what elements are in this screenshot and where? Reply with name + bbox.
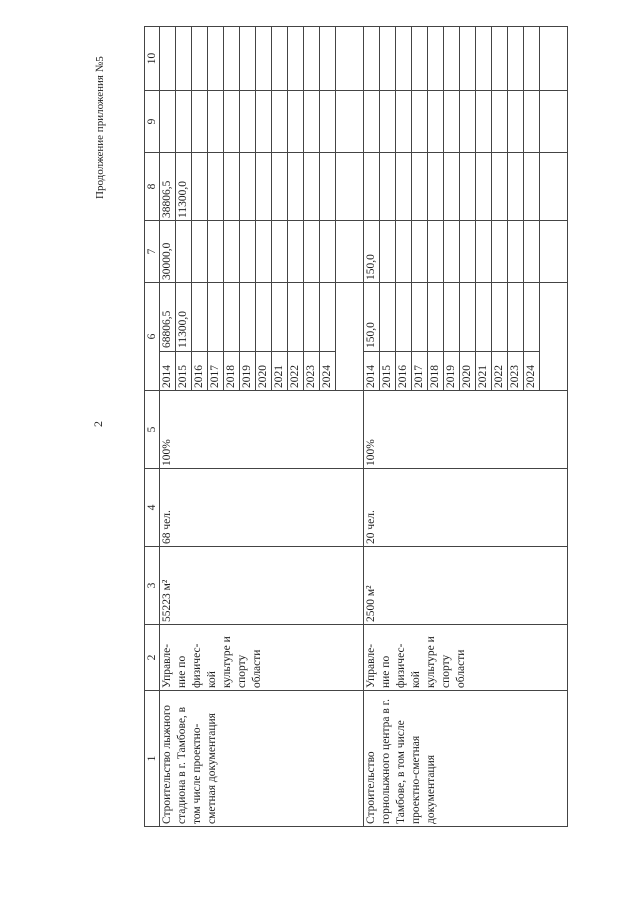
col10-empty-line (240, 27, 256, 90)
col9-empty-line (240, 91, 256, 152)
year-label: 2020 (256, 351, 271, 390)
col8-value (476, 153, 492, 220)
col7-value (524, 221, 540, 282)
year-value-col6 (508, 348, 523, 351)
col10-empty-line (460, 27, 476, 90)
year-label: 2022 (492, 351, 507, 390)
year-label: 2021 (272, 351, 287, 390)
year-row (304, 283, 320, 390)
year-value-col6 (492, 348, 507, 351)
rotated-table-wrapper (144, 27, 568, 827)
people-cell (160, 469, 364, 547)
year-label: 2016 (192, 351, 207, 390)
col8-value (380, 153, 396, 220)
object-name-cell-text: Строительство лыжного стадиона в г. Тамбове, в том числе проектно-сметная документация (161, 704, 218, 824)
col9-empty-line (508, 91, 524, 152)
table-row (160, 27, 364, 827)
percent-cell (160, 391, 364, 469)
col9-empty-line (288, 91, 304, 152)
year-label: 2015 (176, 351, 191, 390)
col10-empty-line (288, 27, 304, 90)
percent-cell-text: 100% (161, 439, 173, 466)
col10-empty-line (224, 27, 240, 90)
col8-value (320, 153, 336, 220)
col7-value (240, 221, 256, 282)
col10-empty-line (304, 27, 320, 90)
object-name-cell (364, 691, 568, 827)
year-label: 2024 (320, 351, 335, 390)
year-row (288, 283, 304, 390)
header-col-7: 7 (145, 221, 160, 283)
year-row (412, 283, 428, 390)
col10-empty-line (444, 27, 460, 90)
col10-empty-line (256, 27, 272, 90)
year-value-col6 (320, 348, 335, 351)
year-label: 2018 (428, 351, 443, 390)
year-row (176, 283, 192, 390)
header-col-9: 9 (145, 91, 160, 153)
col9-empty-line (412, 91, 428, 152)
year-label: 2014 (160, 351, 175, 390)
col8-value (272, 153, 288, 220)
organization-cell (160, 625, 364, 691)
col8-value (396, 153, 412, 220)
year-label: 2014 (364, 351, 379, 390)
col9-cell (364, 91, 568, 153)
col7-value (256, 221, 272, 282)
col9-empty-line (364, 91, 380, 152)
year-label: 2024 (524, 351, 539, 390)
col9-empty-line (256, 91, 272, 152)
col8-value (364, 153, 380, 220)
col9-empty-line (460, 91, 476, 152)
col9-empty-line (476, 91, 492, 152)
col7-value (476, 221, 492, 282)
col8-value (208, 153, 224, 220)
col10-empty-line (412, 27, 428, 90)
organization-cell-text: Управле-ние по физичес-кой культуре и спорту области (161, 636, 263, 688)
year-value-col6 (444, 348, 459, 351)
col7-value (192, 221, 208, 282)
col9-cell (160, 91, 364, 153)
year-row (160, 283, 176, 390)
year-row (444, 283, 460, 390)
col7-value (508, 221, 524, 282)
area-cell (364, 547, 568, 625)
year-row (492, 283, 508, 390)
year-row (208, 283, 224, 390)
header-row (145, 27, 160, 827)
year-row (364, 283, 380, 390)
year-list (160, 283, 336, 390)
col8-value (508, 153, 524, 220)
year-row (476, 283, 492, 390)
col7-cell (364, 221, 568, 283)
col8-value: 38806,5 (160, 153, 176, 220)
organization-cell (364, 625, 568, 691)
col7-value (396, 221, 412, 282)
year-value-cell (364, 283, 568, 391)
year-row (240, 283, 256, 390)
col10-empty-line (476, 27, 492, 90)
year-row (224, 283, 240, 390)
year-value-col6 (380, 348, 395, 351)
year-label: 2017 (208, 351, 223, 390)
year-label: 2015 (380, 351, 395, 390)
col7-value (208, 221, 224, 282)
year-value-col6 (272, 348, 287, 351)
year-row (508, 283, 524, 390)
col9-empty-line (176, 91, 192, 152)
year-value-col6 (304, 348, 319, 351)
area-cell (160, 547, 364, 625)
col10-empty-line (428, 27, 444, 90)
header-col-2: 2 (145, 625, 160, 691)
header-col-8: 8 (145, 153, 160, 221)
year-row (320, 283, 336, 390)
col10-empty-line (176, 27, 192, 90)
object-name-cell-text: Строительство горнолыжного центра в г. Тамбове, в том числе проектно-сметная документация (365, 699, 437, 824)
col8-value (304, 153, 320, 220)
year-value-col6: 11300,0 (177, 311, 189, 348)
col8-value (428, 153, 444, 220)
col9-empty-line (224, 91, 240, 152)
col7-value (460, 221, 476, 282)
col7-value (288, 221, 304, 282)
col9-empty-line (396, 91, 412, 152)
people-cell-text: 20 чел. (365, 510, 377, 544)
col7-value (224, 221, 240, 282)
col7-value (304, 221, 320, 282)
area-cell-text: 2500 м² (365, 585, 377, 622)
col10-cell (364, 27, 568, 91)
year-value-col6 (240, 348, 255, 351)
col8-cell (364, 153, 568, 221)
col9-empty-line (304, 91, 320, 152)
col7-value: 30000,0 (160, 221, 176, 282)
col10-empty-line (380, 27, 396, 90)
year-label: 2023 (508, 351, 523, 390)
year-row (428, 283, 444, 390)
year-label: 2017 (412, 351, 427, 390)
col7-value (320, 221, 336, 282)
year-value-col6 (208, 348, 223, 351)
col10-empty-line (320, 27, 336, 90)
col10-empty-line (396, 27, 412, 90)
year-label: 2019 (240, 351, 255, 390)
year-row (524, 283, 540, 390)
year-value-col6: 68806,5 (161, 310, 173, 348)
year-label: 2022 (288, 351, 303, 390)
col8-value (240, 153, 256, 220)
people-cell-text: 68 чел. (161, 510, 173, 544)
col8-value (412, 153, 428, 220)
object-name-cell (160, 691, 364, 827)
col10-empty-line (364, 27, 380, 90)
year-list (364, 283, 540, 390)
col10-empty-line (192, 27, 208, 90)
col9-empty-line (208, 91, 224, 152)
year-value-col6 (224, 348, 239, 351)
year-row (380, 283, 396, 390)
header-col-5: 5 (145, 391, 160, 469)
year-value-col6: 150,0 (365, 322, 377, 348)
year-label: 2018 (224, 351, 239, 390)
header-col-3: 3 (145, 547, 160, 625)
col9-empty-line (492, 91, 508, 152)
col7-value (380, 221, 396, 282)
year-value-col6 (256, 348, 271, 351)
col7-value (444, 221, 460, 282)
year-value-col6 (288, 348, 303, 351)
col10-empty-line (524, 27, 540, 90)
percent-cell-text: 100% (365, 439, 377, 466)
col9-empty-line (428, 91, 444, 152)
col10-empty-line (208, 27, 224, 90)
percent-cell (364, 391, 568, 469)
people-cell (364, 469, 568, 547)
col8-value (492, 153, 508, 220)
col9-empty-line (380, 91, 396, 152)
col10-empty-line (160, 27, 176, 90)
col9-empty-line (444, 91, 460, 152)
col8-value (460, 153, 476, 220)
year-value-col6 (396, 348, 411, 351)
year-row (256, 283, 272, 390)
table-row (364, 27, 568, 827)
year-label: 2023 (304, 351, 319, 390)
col8-value (444, 153, 460, 220)
col8-value (224, 153, 240, 220)
area-cell-text: 55223 м² (161, 579, 173, 622)
year-value-cell (160, 283, 364, 391)
col7-value (412, 221, 428, 282)
header-col-10: 10 (145, 27, 160, 91)
col10-empty-line (492, 27, 508, 90)
col8-value: 11300,0 (176, 153, 192, 220)
year-label: 2016 (396, 351, 411, 390)
page-number: 2 (91, 421, 105, 427)
year-row (272, 283, 288, 390)
year-row (192, 283, 208, 390)
year-label: 2020 (460, 351, 475, 390)
col8-cell (160, 153, 364, 221)
year-value-col6 (524, 348, 539, 351)
col7-value: 150,0 (364, 221, 380, 282)
col8-value (256, 153, 272, 220)
col10-empty-line (508, 27, 524, 90)
year-row (396, 283, 412, 390)
col7-value (428, 221, 444, 282)
year-row (460, 283, 476, 390)
organization-cell-text: Управле-ние по физичес-кой культуре и спорту области (365, 636, 467, 688)
appendix-table (144, 26, 568, 827)
col10-cell (160, 27, 364, 91)
col7-cell (160, 221, 364, 283)
col7-value (272, 221, 288, 282)
year-label: 2019 (444, 351, 459, 390)
col8-value (192, 153, 208, 220)
header-col-4: 4 (145, 469, 160, 547)
col10-empty-line (272, 27, 288, 90)
year-label: 2021 (476, 351, 491, 390)
year-value-col6 (412, 348, 427, 351)
col8-value (288, 153, 304, 220)
col9-empty-line (320, 91, 336, 152)
col8-value (524, 153, 540, 220)
year-value-col6 (476, 348, 491, 351)
appendix-caption: Продолжение приложения №5 (94, 56, 106, 199)
col9-empty-line (192, 91, 208, 152)
year-value-col6 (428, 348, 443, 351)
year-value-col6 (460, 348, 475, 351)
col9-empty-line (160, 91, 176, 152)
col7-value (492, 221, 508, 282)
header-col-6: 6 (145, 283, 160, 391)
col9-empty-line (524, 91, 540, 152)
col9-empty-line (272, 91, 288, 152)
col7-value (176, 221, 192, 282)
header-col-1: 1 (145, 691, 160, 827)
year-value-col6 (192, 348, 207, 351)
